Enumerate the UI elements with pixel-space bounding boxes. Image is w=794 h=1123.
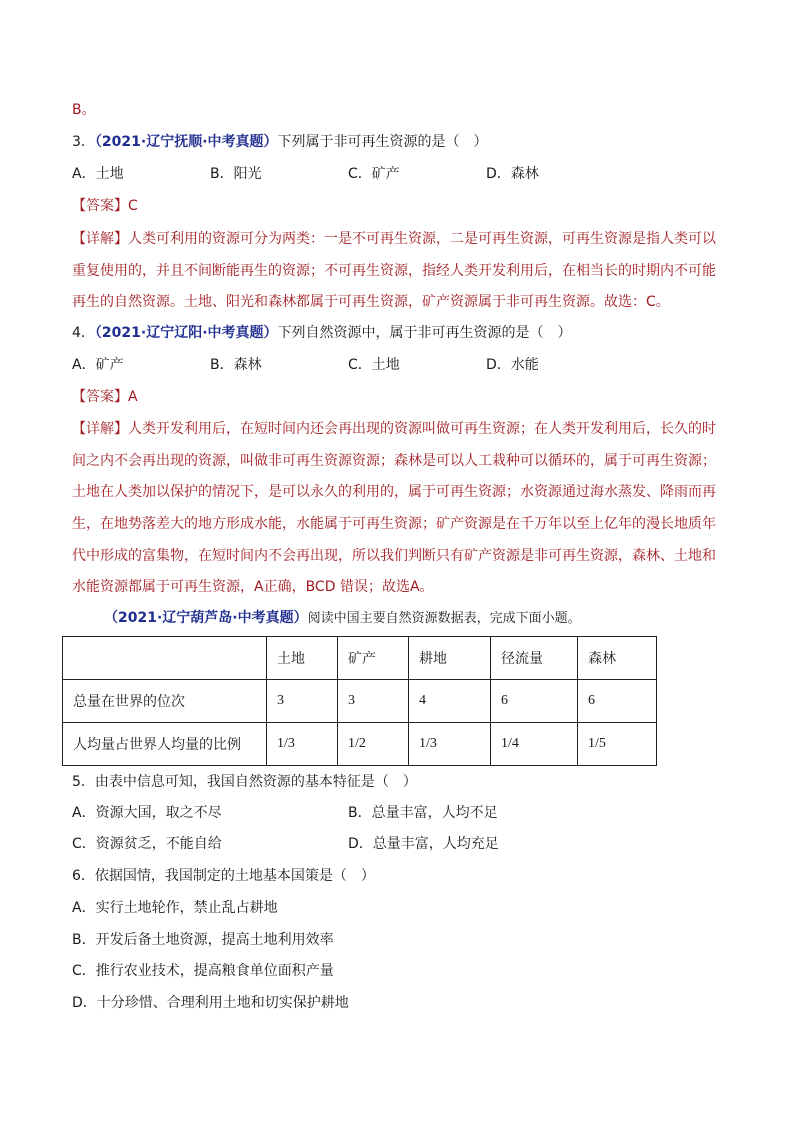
q4-option-b[interactable]: B．森林 (210, 357, 262, 373)
question-3-stem (72, 132, 488, 152)
table-cell: 1/5 (578, 723, 657, 766)
detail-tag: 【详解】 (72, 231, 128, 247)
q4-detail-line-6: 水能资源都属于可再生资源，A正确，BCD 错误；故选A。 (72, 579, 434, 595)
table-header-cell: 矿产 (338, 637, 409, 680)
table-cell: 1/2 (338, 723, 409, 766)
question-source: （2021·辽宁辽阳·中考真题） (94, 325, 278, 341)
table-cell: 1/3 (267, 723, 338, 766)
table-header-cell (63, 637, 267, 680)
table-header-cell: 土地 (267, 637, 338, 680)
table-cell: 4 (409, 680, 491, 723)
q3-answer (72, 196, 138, 216)
table-row-label: 总量在世界的位次 (63, 680, 267, 723)
q4-option-a[interactable]: A．矿产 (72, 357, 124, 373)
q4-answer (72, 387, 138, 407)
q6-option-d[interactable]: D．十分珍惜、合理利用土地和切实保护耕地 (72, 995, 349, 1011)
question-number: 4． (72, 325, 95, 341)
q3-option-c[interactable]: C．矿产 (348, 166, 400, 182)
q4-option-d[interactable]: D．水能 (486, 357, 539, 373)
question-text: 下列自然资源中，属于非可再生资源的是（ ） (277, 325, 572, 341)
q5-option-c[interactable]: C．资源贫乏，不能自给 (72, 836, 222, 852)
q3-detail-line-3: 再生的自然资源。土地、阳光和森林都属于可再生资源，矿产资源属于非可再生资源。故选：C。 (72, 294, 670, 310)
table-header-cell: 耕地 (409, 637, 491, 680)
question-5-stem: 5．由表中信息可知，我国自然资源的基本特征是（ ） (72, 774, 417, 790)
group-intro (104, 608, 581, 629)
q4-detail-line-5: 代中形成的富集物，在短时间内不会再出现，所以我们判断只有矿产资源是非可再生资源，森林、土地和 (72, 548, 716, 564)
answer-tag: 【答案】 (72, 389, 128, 405)
q4-detail-line-2: 间之内不会再出现的资源，叫做非可再生资源资源；森林是可以人工栽种可以循环的，属于可再生资源； (72, 453, 716, 469)
group-source: （2021·辽宁葫芦岛·中考真题） (104, 610, 308, 626)
q3-option-b[interactable]: B．阳光 (210, 166, 262, 182)
question-number: 3． (72, 134, 95, 150)
detail-text: 人类开发利用后，在短时间内还会再出现的资源叫做可再生资源；在人类开发利用后，长久的时 (128, 421, 716, 437)
q6-option-a[interactable]: A．实行土地轮作，禁止乱占耕地 (72, 900, 278, 916)
table-cell: 6 (578, 680, 657, 723)
question-6-stem: 6．依据国情，我国制定的土地基本国策是（ ） (72, 868, 375, 884)
q5-option-a[interactable]: A．资源大国，取之不尽 (72, 805, 222, 821)
q4-detail-line-1 (72, 419, 716, 439)
table-header-cell: 森林 (578, 637, 657, 680)
q3-option-a[interactable]: A．土地 (72, 166, 124, 182)
table-cell: 1/3 (409, 723, 491, 766)
q4-detail-line-3: 土地在人类加以保护的情况下，是可以永久的利用的，属于可再生资源；水资源通过海水蒸发、降雨而再 (72, 484, 716, 500)
table-cell: 6 (491, 680, 578, 723)
q3-detail-line-1 (72, 229, 716, 249)
q3-option-d[interactable]: D．森林 (486, 166, 539, 182)
answer-tag: 【答案】 (72, 198, 128, 214)
table-cell: 1/4 (491, 723, 578, 766)
q3-detail-line-2: 重复使用的，并且不间断能再生的资源；不可再生资源，指经人类开发利用后，在相当长的时期内不可能 (72, 263, 716, 279)
q4-option-c[interactable]: C．土地 (348, 357, 400, 373)
answer-value: A (128, 389, 138, 405)
answer-value: C (128, 198, 138, 214)
q6-option-b[interactable]: B．开发后备土地资源，提高土地利用效率 (72, 932, 334, 948)
previous-answer-tail: B。 (72, 102, 96, 118)
q4-detail-line-4: 生，在地势落差大的地方形成水能，水能属于可再生资源；矿产资源是在千万年以至上亿年的漫长地质年 (72, 516, 716, 532)
question-source: （2021·辽宁抚顺·中考真题） (94, 134, 278, 150)
q5-option-d[interactable]: D．总量丰富，人均充足 (348, 836, 499, 852)
question-text: 下列属于非可再生资源的是（ ） (277, 134, 488, 150)
resource-data-table (62, 636, 657, 766)
q5-option-b[interactable]: B．总量丰富，人均不足 (348, 805, 498, 821)
table-row (63, 680, 657, 723)
q6-option-c[interactable]: C．推行农业技术，提高粮食单位面积产量 (72, 963, 334, 979)
table-row-label: 人均量占世界人均量的比例 (63, 723, 267, 766)
detail-tag: 【详解】 (72, 421, 128, 437)
detail-text: 人类可利用的资源可分为两类：一是不可再生资源，二是可再生资源，可再生资源是指人类可以 (128, 231, 716, 247)
table-cell: 3 (267, 680, 338, 723)
table-cell: 3 (338, 680, 409, 723)
table-header-cell: 径流量 (491, 637, 578, 680)
question-4-stem (72, 323, 572, 343)
table-header-row (63, 637, 657, 680)
group-intro-text: 阅读中国主要自然资源数据表，完成下面小题。 (307, 611, 581, 626)
table-row (63, 723, 657, 766)
